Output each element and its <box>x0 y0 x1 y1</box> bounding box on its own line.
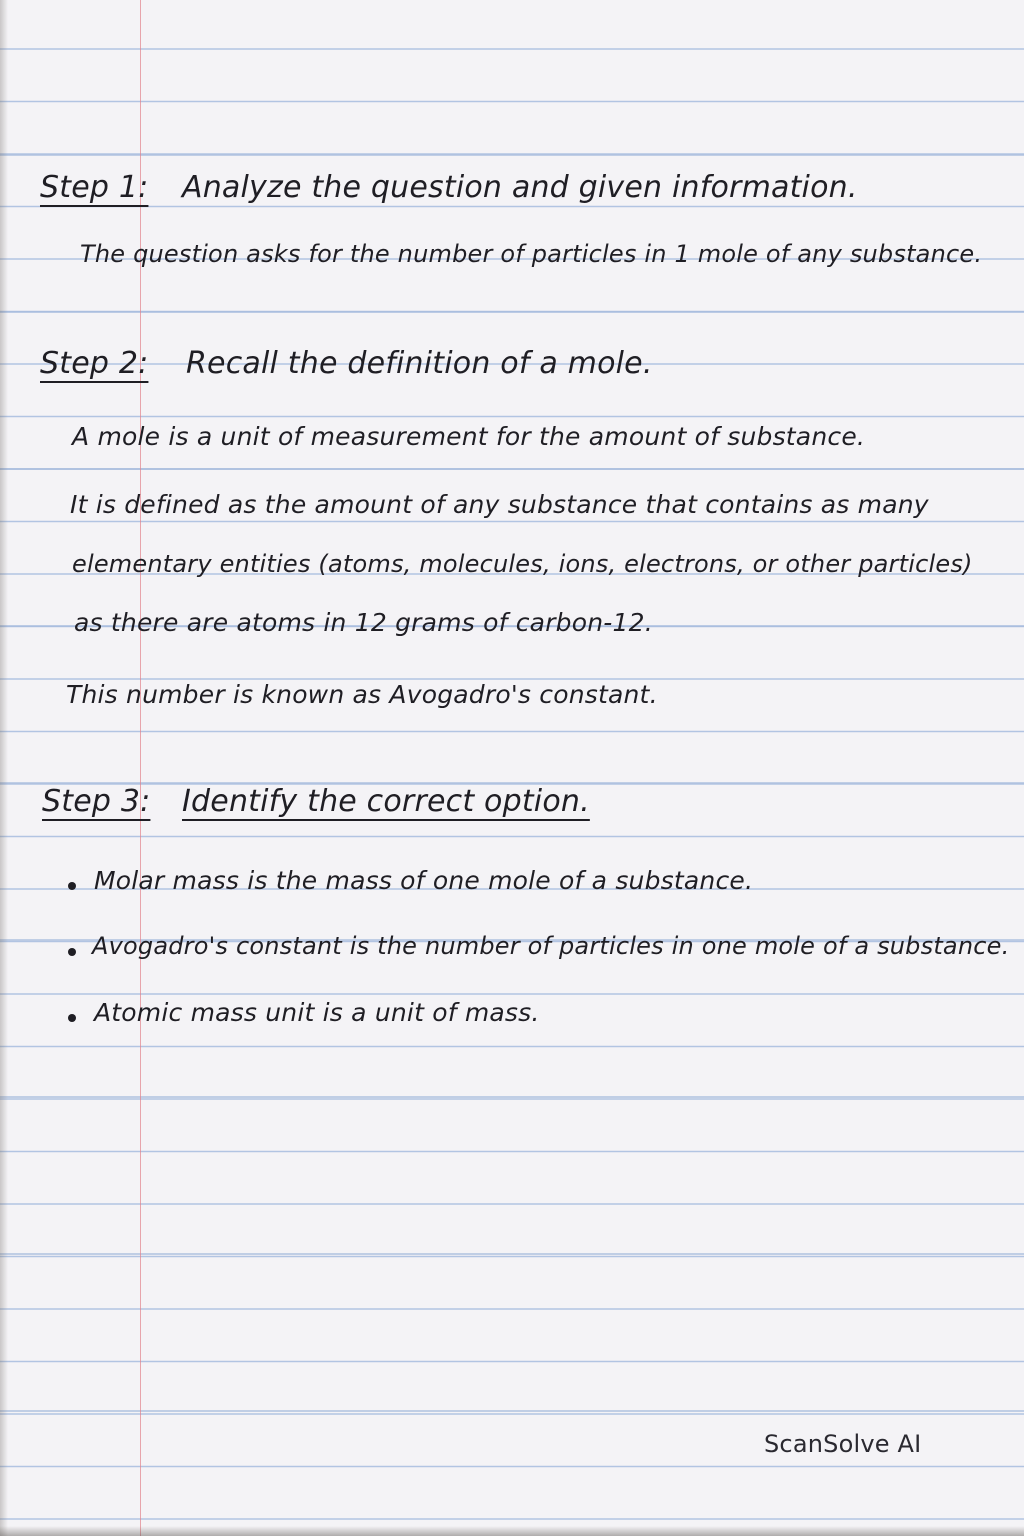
step-1-title: Analyze the question and given information. <box>182 170 858 205</box>
step-2-line-3: elementary entities (atoms, molecules, ions, electrons, or other particles) <box>72 550 973 578</box>
page-bottom-shadow <box>0 1526 1024 1536</box>
step-3-bullet-1: Molar mass is the mass of one mole of a substance. <box>94 866 754 895</box>
step-2-line-2: It is defined as the amount of any substance that contains as many <box>70 490 929 519</box>
bullet-dot-icon <box>68 948 76 956</box>
bullet-dot-icon <box>68 1014 76 1022</box>
step-3-title: Identify the correct option. <box>182 784 590 819</box>
step-2-line-4: as there are atoms in 12 grams of carbon-12. <box>74 608 653 637</box>
scansolve-watermark: ScanSolve AI <box>764 1430 922 1458</box>
step-2-label: Step 2: <box>40 346 149 381</box>
page-edge-shadow <box>0 0 8 1536</box>
step-1-label: Step 1: <box>40 170 149 205</box>
step-3-label: Step 3: <box>42 784 151 819</box>
step-2-title: Recall the definition of a mole. <box>186 346 653 381</box>
step-2-line-5: This number is known as Avogadro's constant. <box>66 680 658 709</box>
margin-line <box>140 0 141 1536</box>
step-3-bullet-2: Avogadro's constant is the number of particles in one mole of a substance. <box>92 932 1010 960</box>
step-2-line-1: A mole is a unit of measurement for the amount of substance. <box>72 422 866 451</box>
step-1-line-1: The question asks for the number of particles in 1 mole of any substance. <box>80 240 983 268</box>
step-3-bullet-3: Atomic mass unit is a unit of mass. <box>94 998 540 1027</box>
bullet-dot-icon <box>68 882 76 890</box>
